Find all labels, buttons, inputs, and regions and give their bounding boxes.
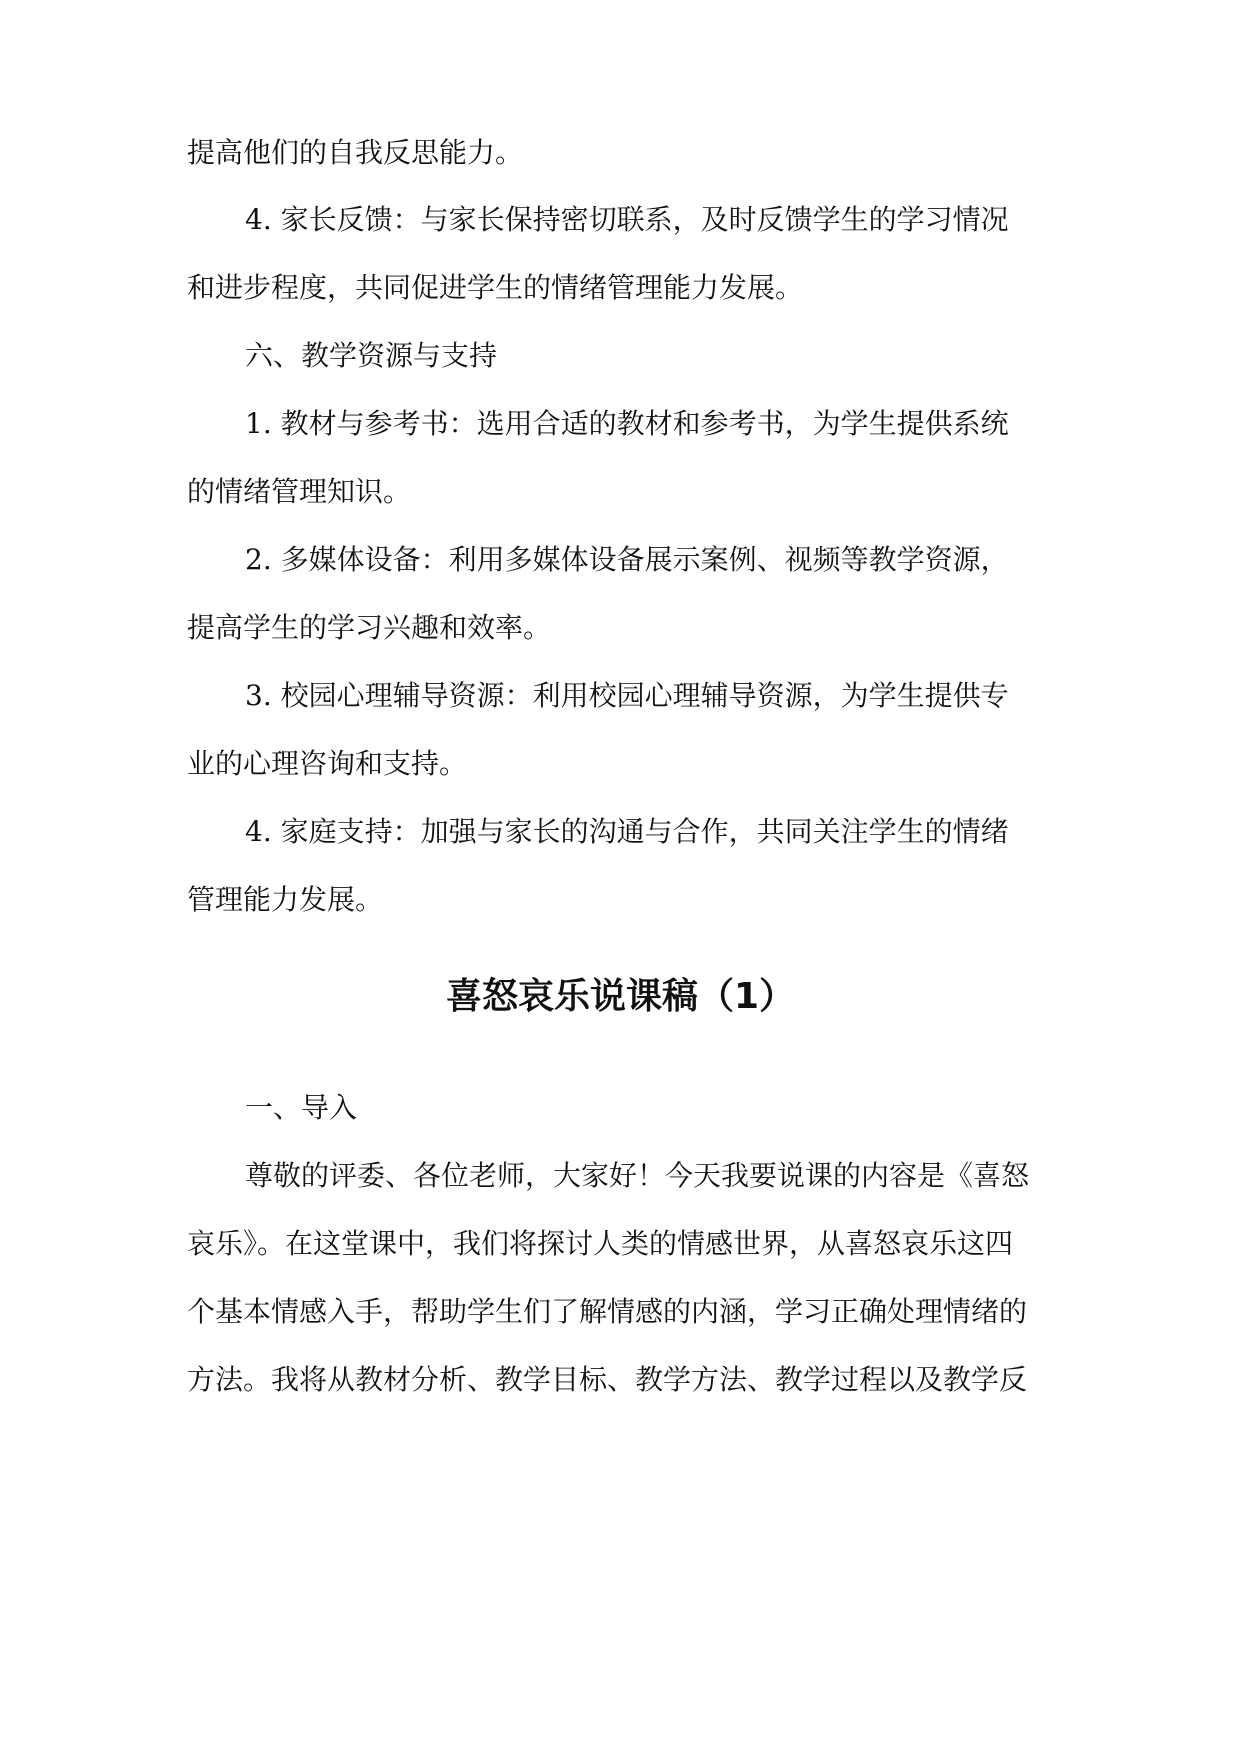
document-title: 喜怒哀乐说课稿（1） [445,976,796,1017]
body-line: 业的心理咨询和支持。 [187,747,468,780]
paragraph-line: 方法。我将从教材分析、教学目标、教学方法、教学过程以及教学反 [187,1363,1028,1396]
body-line: 的情绪管理知识。 [187,475,412,508]
body-line: 提高他们的自我反思能力。 [187,136,524,169]
body-line: 管理能力发展。 [187,883,384,916]
list-item-counseling: 3. 校园心理辅导资源：利用校园心理辅导资源，为学生提供专 [245,679,1009,712]
list-item-multimedia: 2. 多媒体设备：利用多媒体设备展示案例、视频等教学资源， [245,543,1009,576]
body-line: 和进步程度，共同促进学生的情绪管理能力发展。 [187,271,804,304]
list-item-parent-feedback: 4. 家长反馈：与家长保持密切联系，及时反馈学生的学习情况 [245,203,1009,236]
list-item-textbooks: 1. 教材与参考书：选用合适的教材和参考书，为学生提供系统 [245,407,1009,440]
body-line: 提高学生的学习兴趣和效率。 [187,611,552,644]
paragraph-line: 哀乐》。在这堂课中，我们将探讨人类的情感世界，从喜怒哀乐这四 [187,1227,1014,1260]
section-heading-intro: 一、导入 [245,1091,358,1124]
paragraph-line: 尊敬的评委、各位老师，大家好！今天我要说课的内容是《喜怒 [245,1159,1030,1192]
paragraph-line: 个基本情感入手，帮助学生们了解情感的内涵，学习正确处理情绪的 [187,1295,1028,1328]
list-item-family-support: 4. 家庭支持：加强与家长的沟通与合作，共同关注学生的情绪 [245,815,1009,848]
section-heading-resources: 六、教学资源与支持 [245,339,498,372]
